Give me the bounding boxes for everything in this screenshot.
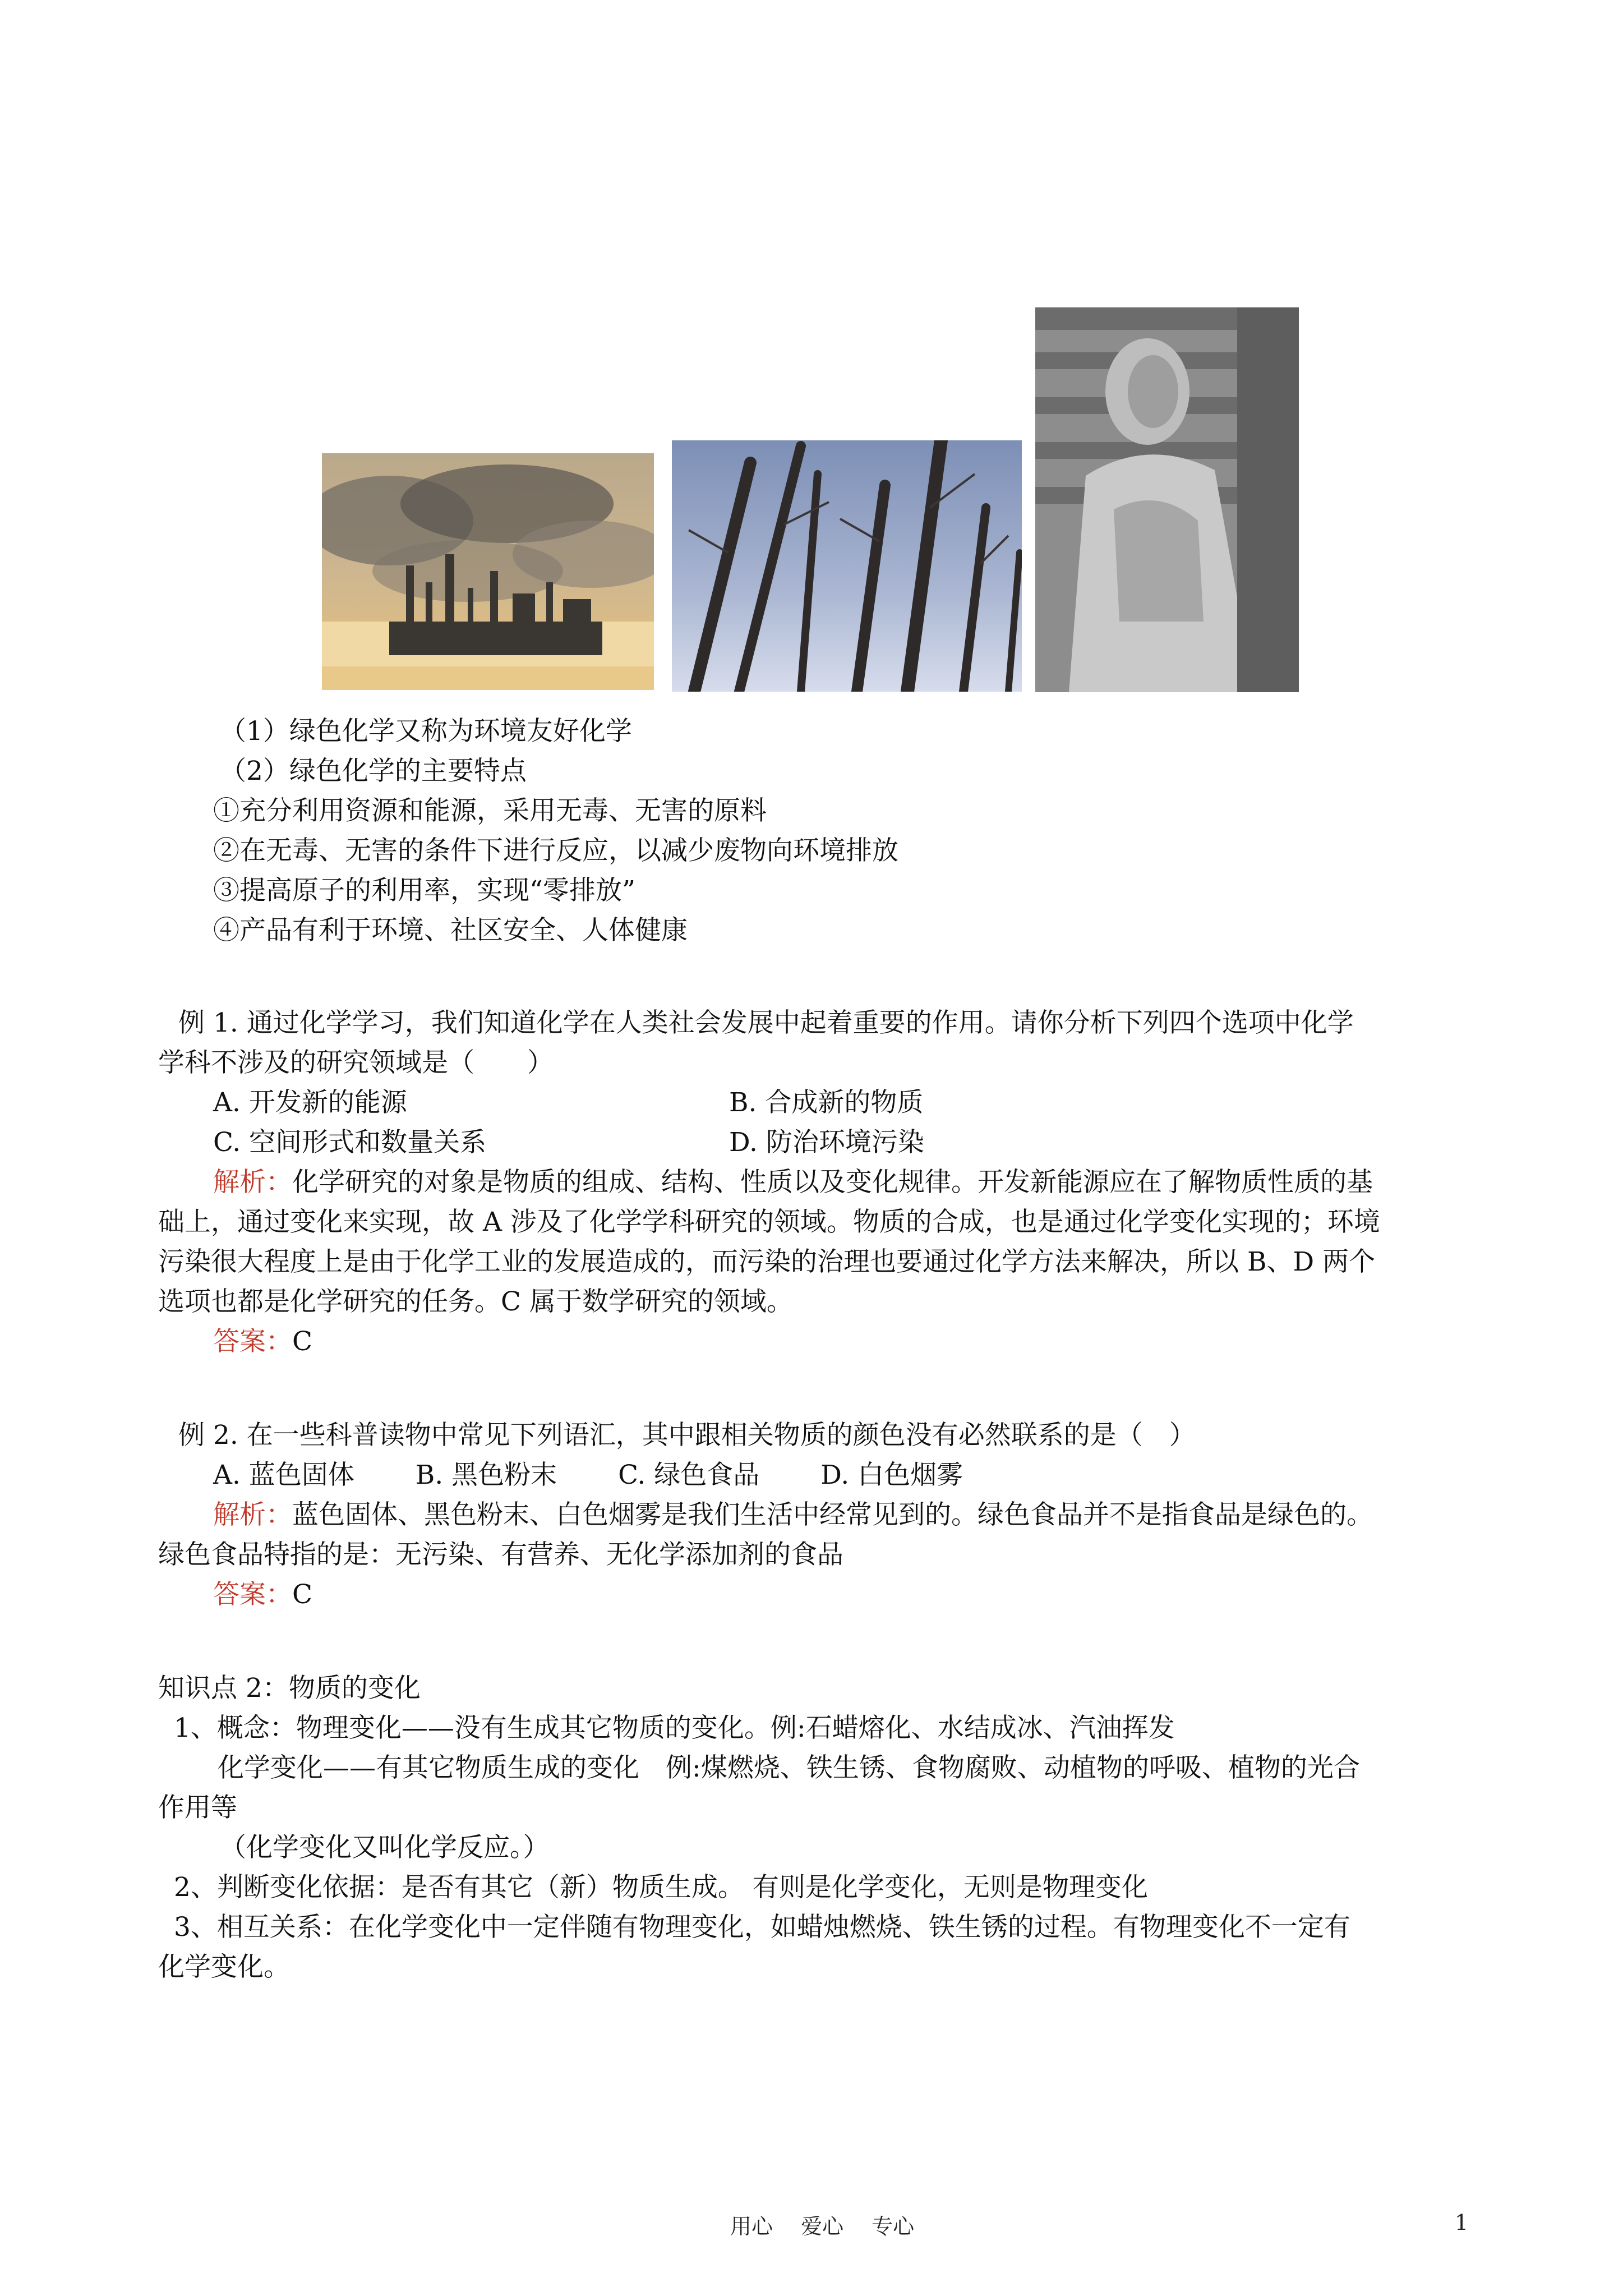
eroded-statue-photo [1035,307,1299,692]
kp2-concept-physical: 1、概念：物理变化——没有生成其它物质的变化。例:石蜡熔化、水结成冰、汽油挥发 [174,1713,1175,1743]
example1-option-a: A. 开发新的能源 [213,1087,407,1118]
example1-analysis-line2: 础上，通过变化来实现，故 A 涉及了化学学科研究的领域。物质的合成，也是通过化学变化实现的；环境 [158,1207,1380,1237]
feature-2: ②在无毒、无害的条件下进行反应，以减少废物向环境排放 [213,835,898,866]
feature-3: ③提高原子的利用率，实现“零排放” [213,875,636,906]
example1-option-c: C. 空间形式和数量关系 [213,1127,487,1158]
example1-question-line1: 例 1. 通过化学学习，我们知道化学在人类社会发展中起着重要的作用。请你分析下列四个选项中化学 [178,1007,1354,1038]
kp2-relation-line2: 化学变化。 [158,1952,290,1982]
kp2-relation-line1: 3、相互关系：在化学变化中一定伴随有物理变化，如蜡烛燃烧、铁生锈的过程。有物理变化不一定有 [174,1912,1350,1943]
example1-question-line2: 学科不涉及的研究领域是（ ） [158,1047,554,1078]
answer-label: 答案： [213,1326,292,1357]
example1-analysis-line4: 选项也都是化学研究的任务。C 属于数学研究的领域。 [158,1286,793,1317]
example2-analysis-line1: 解析：蓝色固体、黑色粉末、白色烟雾是我们生活中经常见到的。绿色食品并不是指食品是绿色的。 [213,1499,1373,1530]
kp2-criterion: 2、判断变化依据：是否有其它（新）物质生成。 有则是化学变化，无则是物理变化 [174,1872,1148,1903]
example1-analysis-line1: 解析：化学研究的对象是物质的组成、结构、性质以及变化规律。开发新能源应在了解物质性质的基 [213,1167,1373,1198]
knowledge-point-2-title: 知识点 2：物质的变化 [158,1673,421,1704]
example2-options: A. 蓝色固体 B. 黑色粉末 C. 绿色食品 D. 白色烟雾 [213,1460,963,1490]
example2-question: 例 2. 在一些科普读物中常见下列语汇，其中跟相关物质的颜色没有必然联系的是（ ） [178,1420,1196,1451]
example1-option-b: B. 合成新的物质 [729,1087,924,1118]
feature-4: ④产品有利于环境、社区安全、人体健康 [213,915,688,946]
footer-motto: 用心 爱心 专心 [730,2214,915,2239]
answer-label: 答案： [213,1579,292,1610]
factory-smoke-photo [322,453,654,690]
dead-trees-photo [672,440,1022,692]
kp2-note: （化学变化又叫化学反应。） [220,1832,550,1863]
example2-answer: 答案：C [213,1579,312,1610]
page-number: 1 [1455,2210,1469,2235]
intro-line-2: （2）绿色化学的主要特点 [220,756,527,786]
kp2-concept-chemical: 化学变化——有其它物质生成的变化 例:煤燃烧、铁生锈、食物腐败、动植物的呼吸、植物的光合 [218,1752,1360,1783]
analysis-label: 解析： [213,1167,292,1198]
feature-1: ①充分利用资源和能源，采用无毒、无害的原料 [213,795,767,826]
intro-line-1: （1）绿色化学又称为环境友好化学 [220,716,632,747]
analysis-label: 解析： [213,1499,292,1530]
example1-analysis-line3: 污染很大程度上是由于化学工业的发展造成的，而污染的治理也要通过化学方法来解决，所以 B、D 两个 [158,1246,1376,1277]
example2-analysis-line2: 绿色食品特指的是：无污染、有营养、无化学添加剂的食品 [158,1539,843,1570]
kp2-concept-chemical-cont: 作用等 [158,1792,237,1823]
example1-option-d: D. 防治环境污染 [729,1127,924,1158]
example1-answer: 答案：C [213,1326,312,1357]
